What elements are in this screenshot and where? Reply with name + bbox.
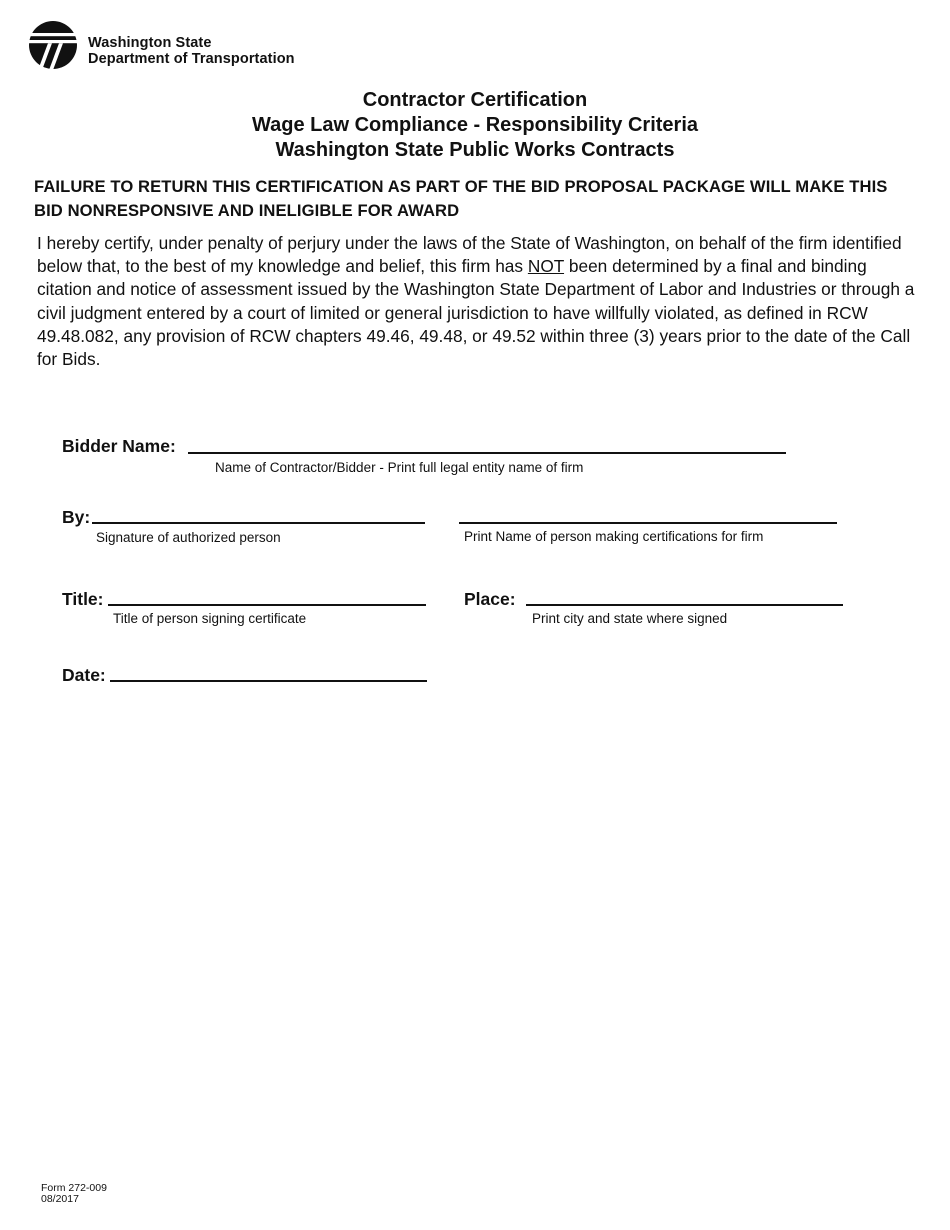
title-label: Title:: [62, 589, 104, 609]
date-field[interactable]: [110, 680, 427, 682]
form-number: Form 272-009: [41, 1182, 107, 1194]
place-caption: Print city and state where signed: [532, 611, 728, 626]
bidder-name-caption: Name of Contractor/Bidder - Print full legal entity name of firm: [215, 460, 584, 475]
place-field[interactable]: [526, 604, 843, 606]
certification-text-start: I hereby certify, under penalty of perjury under the laws of the State of Washington, on behalf of the firm identified below that, to the best of my knowledge and belief, this firm has: [37, 233, 902, 277]
date-label: Date:: [62, 665, 106, 685]
certification-emphasis: NOT: [527, 256, 565, 277]
agency-line-1: Washington State: [88, 35, 212, 51]
title-line-3: Washington State Public Works Contracts: [275, 139, 675, 161]
signature-field[interactable]: [92, 522, 425, 524]
by-label: By:: [62, 507, 91, 527]
document-title: [0, 88, 950, 163]
agency-line-2: Department of Transportation: [88, 51, 295, 67]
title-field[interactable]: [108, 604, 426, 606]
form-footer: [41, 1183, 107, 1205]
print-name-caption: Print Name of person making certifications for firm: [464, 529, 764, 544]
nonresponsive-warning: FAILURE TO RETURN THIS CERTIFICATION AS PART OF THE BID PROPOSAL PACKAGE WILL MAKE THIS BID NONRESPONSIVE AND INELIGIBLE FOR AWARD: [34, 177, 888, 220]
agency-name: [88, 35, 295, 67]
title-line-1: Contractor Certification: [362, 89, 588, 111]
print-name-field[interactable]: [459, 522, 837, 524]
title-line-2: Wage Law Compliance - Responsibility Criteria: [251, 114, 698, 136]
bidder-name-field[interactable]: [188, 452, 786, 454]
title-caption: Title of person signing certificate: [113, 611, 307, 626]
certification-text-end: been determined by a final and binding citation and notice of assessment issued by the Washington State Department of Labor and Industries or through a civil judgment entered by a court of limited or general jurisdiction to have willfully violated, as defined in RCW 49.48.082, any provision of RCW chapters 49.46, 49.48, or 49.52 within three (3) years prior to the date of the Call for Bids.: [37, 256, 915, 370]
wsdot-logo-icon: [28, 20, 78, 70]
certification-statement: [37, 232, 917, 371]
form-revision-date: 08/2017: [41, 1193, 79, 1205]
signature-caption: Signature of authorized person: [96, 530, 281, 545]
place-label: Place:: [464, 589, 516, 609]
bidder-name-label: Bidder Name:: [62, 436, 176, 456]
